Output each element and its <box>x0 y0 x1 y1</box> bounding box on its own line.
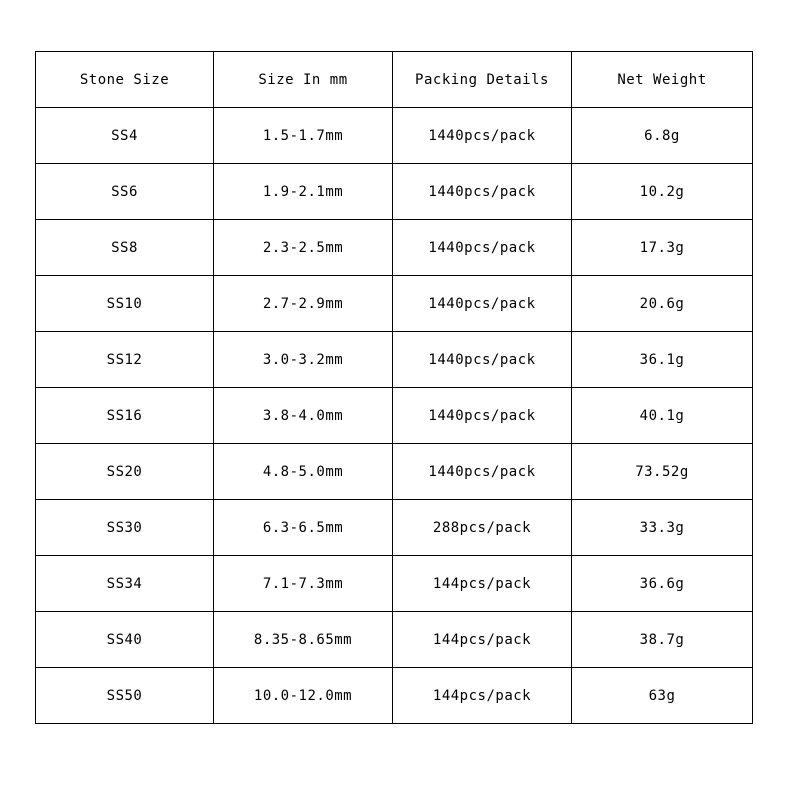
table-row <box>36 500 753 556</box>
cell-net-weight: 17.3g <box>572 220 753 276</box>
table-row <box>36 556 753 612</box>
cell-packing-details: 1440pcs/pack <box>393 108 572 164</box>
cell-net-weight: 20.6g <box>572 276 753 332</box>
cell-packing-details: 144pcs/pack <box>393 612 572 668</box>
header-net-weight: Net Weight <box>572 52 753 108</box>
cell-net-weight: 36.1g <box>572 332 753 388</box>
cell-packing-details: 1440pcs/pack <box>393 332 572 388</box>
cell-stone-size: SS6 <box>36 164 214 220</box>
cell-size-in-mm: 2.3-2.5mm <box>214 220 393 276</box>
cell-size-in-mm: 1.5-1.7mm <box>214 108 393 164</box>
cell-stone-size: SS4 <box>36 108 214 164</box>
cell-packing-details: 1440pcs/pack <box>393 388 572 444</box>
cell-size-in-mm: 1.9-2.1mm <box>214 164 393 220</box>
cell-packing-details: 1440pcs/pack <box>393 444 572 500</box>
cell-stone-size: SS20 <box>36 444 214 500</box>
cell-stone-size: SS34 <box>36 556 214 612</box>
cell-packing-details: 144pcs/pack <box>393 556 572 612</box>
table-row <box>36 276 753 332</box>
cell-stone-size: SS8 <box>36 220 214 276</box>
cell-size-in-mm: 4.8-5.0mm <box>214 444 393 500</box>
cell-net-weight: 40.1g <box>572 388 753 444</box>
header-stone-size: Stone Size <box>36 52 214 108</box>
cell-stone-size: SS16 <box>36 388 214 444</box>
cell-packing-details: 1440pcs/pack <box>393 276 572 332</box>
header-size-in-mm: Size In mm <box>214 52 393 108</box>
cell-net-weight: 63g <box>572 668 753 724</box>
table-row <box>36 612 753 668</box>
cell-size-in-mm: 10.0-12.0mm <box>214 668 393 724</box>
table-body <box>36 108 753 724</box>
table-row <box>36 220 753 276</box>
cell-size-in-mm: 2.7-2.9mm <box>214 276 393 332</box>
cell-stone-size: SS10 <box>36 276 214 332</box>
table-header <box>36 52 753 108</box>
cell-size-in-mm: 3.8-4.0mm <box>214 388 393 444</box>
cell-size-in-mm: 7.1-7.3mm <box>214 556 393 612</box>
cell-size-in-mm: 3.0-3.2mm <box>214 332 393 388</box>
cell-stone-size: SS12 <box>36 332 214 388</box>
table-row <box>36 332 753 388</box>
cell-packing-details: 288pcs/pack <box>393 500 572 556</box>
cell-packing-details: 1440pcs/pack <box>393 220 572 276</box>
cell-net-weight: 73.52g <box>572 444 753 500</box>
table-row <box>36 108 753 164</box>
cell-net-weight: 38.7g <box>572 612 753 668</box>
cell-net-weight: 36.6g <box>572 556 753 612</box>
cell-size-in-mm: 8.35-8.65mm <box>214 612 393 668</box>
cell-net-weight: 33.3g <box>572 500 753 556</box>
table-row <box>36 668 753 724</box>
cell-stone-size: SS50 <box>36 668 214 724</box>
header-row <box>36 52 753 108</box>
table-row <box>36 388 753 444</box>
cell-packing-details: 144pcs/pack <box>393 668 572 724</box>
stone-size-table <box>35 51 753 724</box>
header-packing-details: Packing Details <box>393 52 572 108</box>
cell-size-in-mm: 6.3-6.5mm <box>214 500 393 556</box>
cell-stone-size: SS30 <box>36 500 214 556</box>
cell-packing-details: 1440pcs/pack <box>393 164 572 220</box>
cell-net-weight: 6.8g <box>572 108 753 164</box>
table-row <box>36 164 753 220</box>
cell-stone-size: SS40 <box>36 612 214 668</box>
table-row <box>36 444 753 500</box>
cell-net-weight: 10.2g <box>572 164 753 220</box>
